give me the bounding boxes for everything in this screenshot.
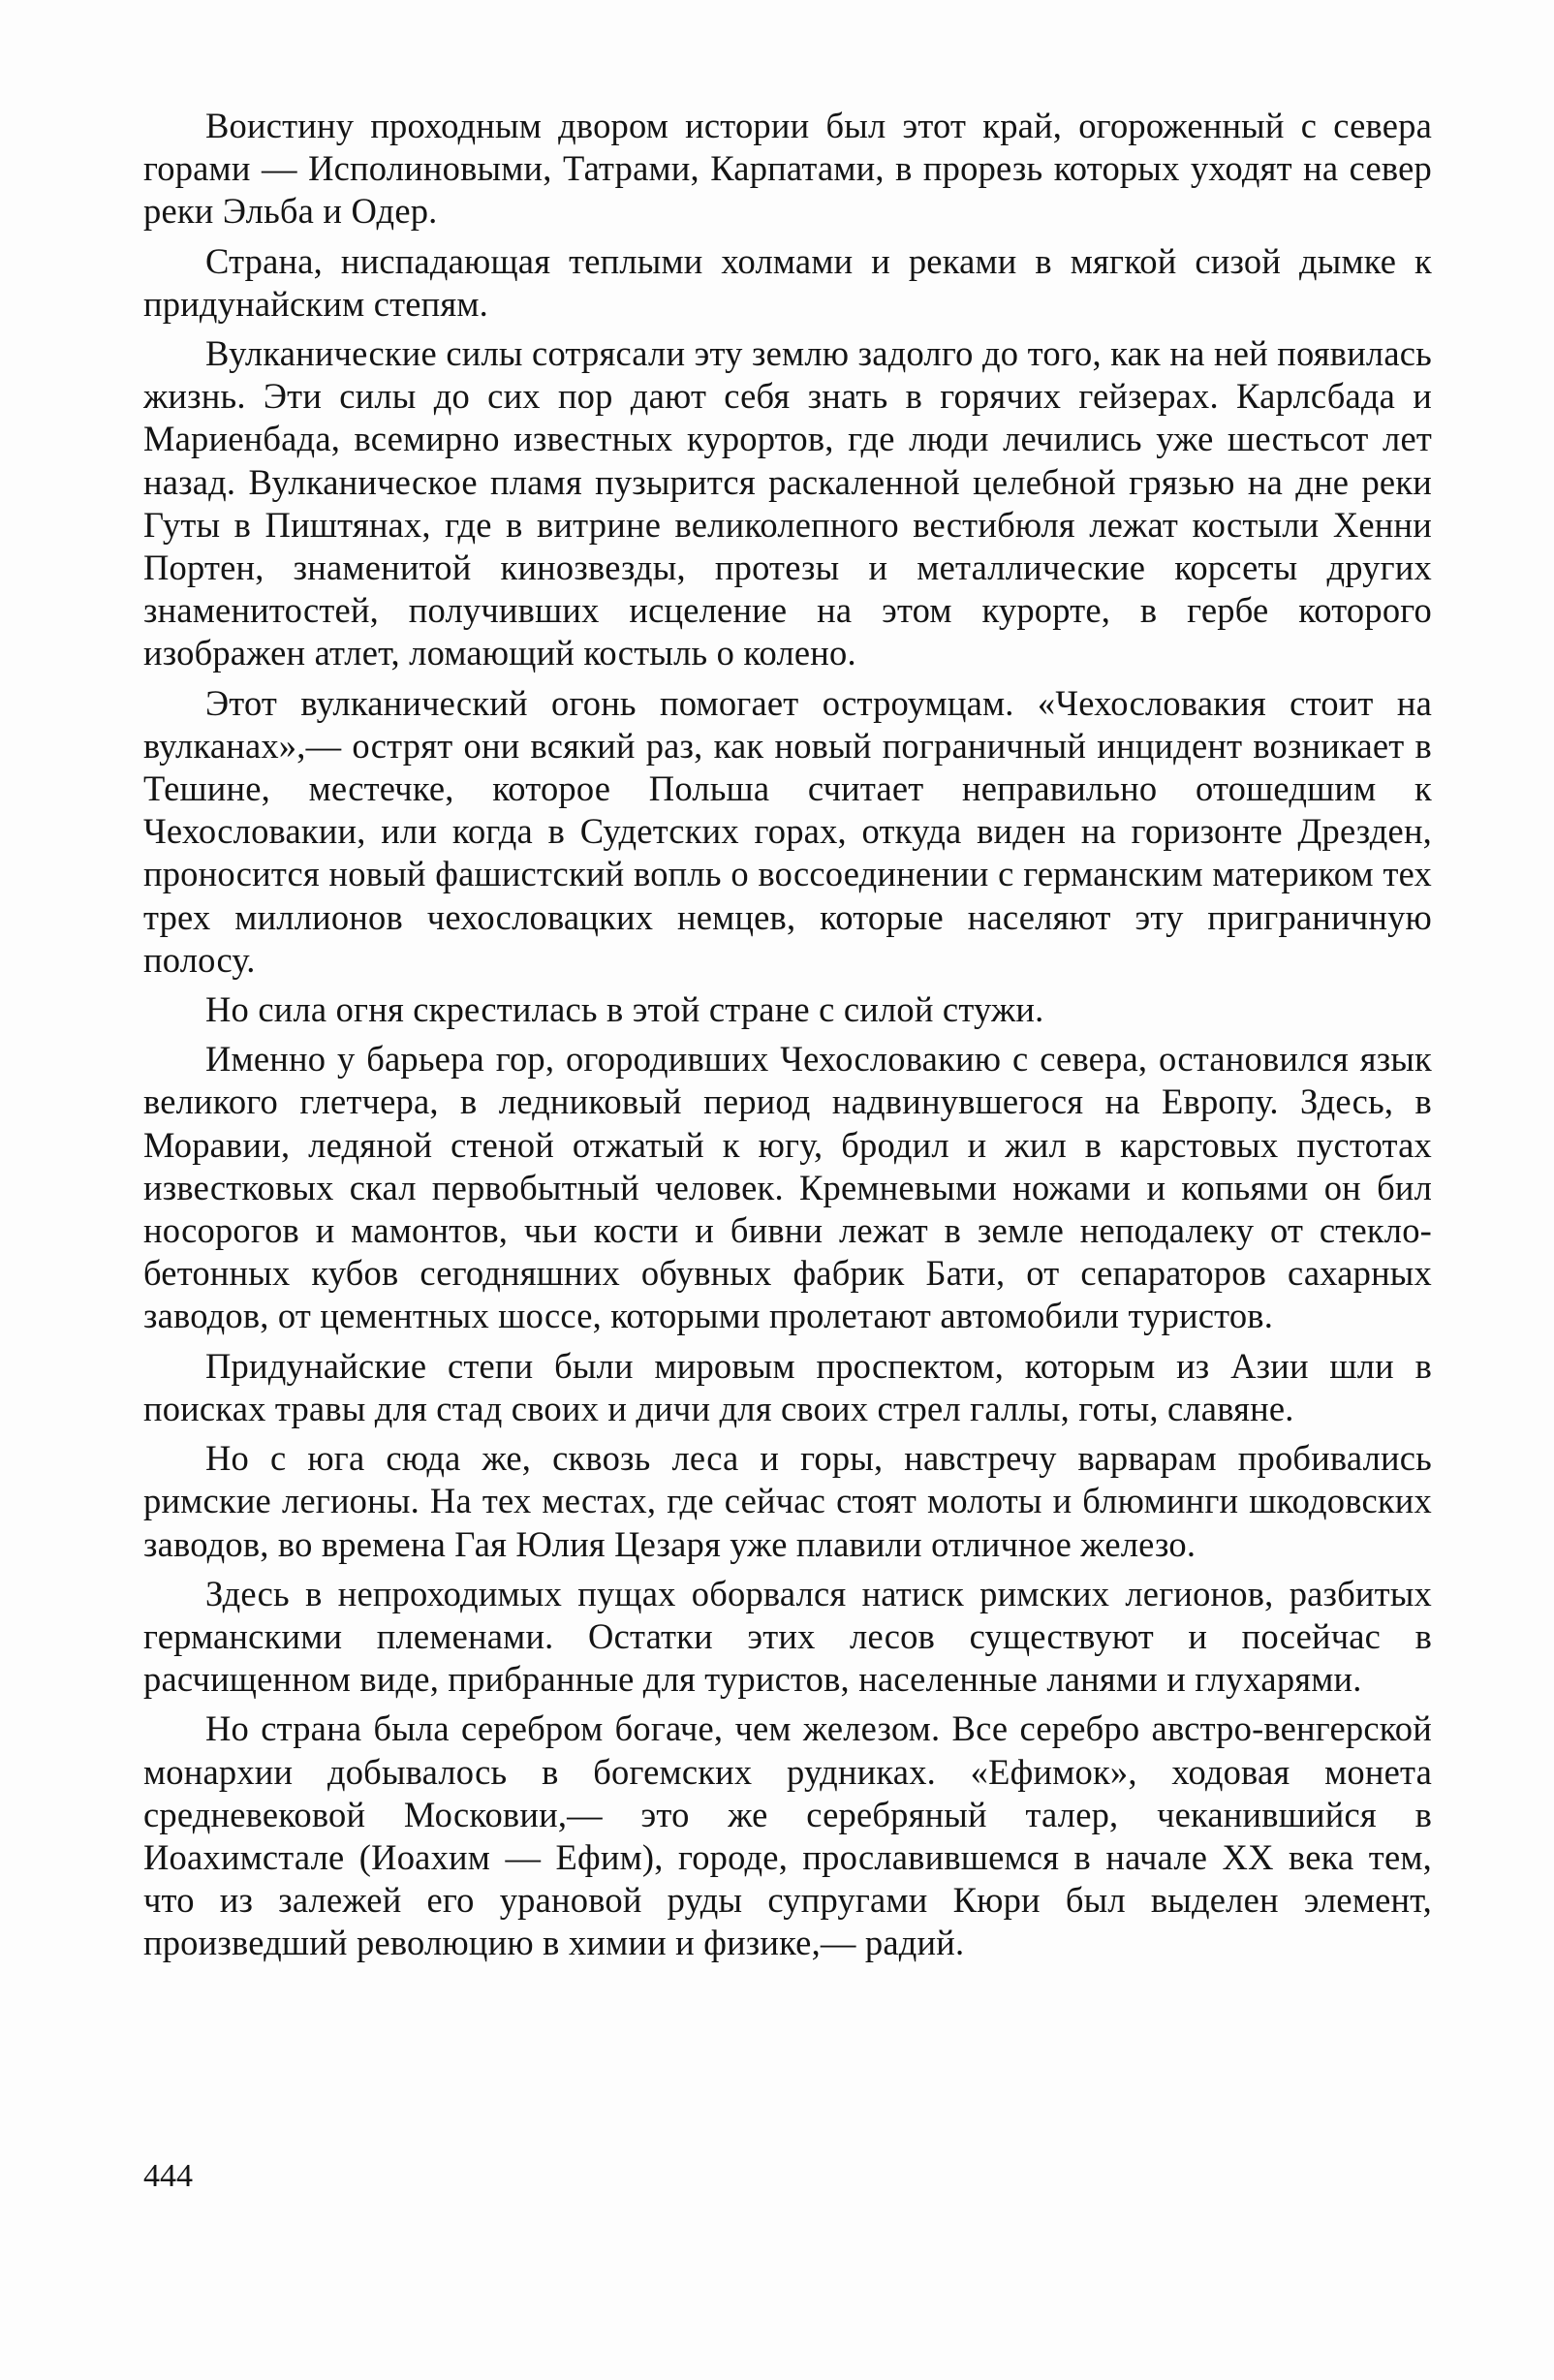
- paragraph: Именно у барьера гор, огородивших Чехословакию с севера, остановился язык великого глетчера, в ледниковый период надвинувшегося на Европу. Здесь, в Моравии, ледяной стеной отжатый к югу, бродил и жил в карстовых пустотах известковых скал первобытный человек. Кремневыми ножами и копьями он бил носорогов и мамонтов, чьи кости и бивни лежат в земле неподалеку от стекло-бетонных кубов сегодняшних обувных фабрик Бати, от сепараторов сахарных заводов, от цементных шоссе, которыми пролетают автомобили туристов.: [143, 1039, 1432, 1336]
- paragraph: Здесь в непроходимых пущах оборвался натиск римских легионов, разбитых германскими племенами. Остатки этих лесов существуют и посейчас в расчищенном виде, прибранные для туристов, населенные ланями и глухарями.: [143, 1573, 1432, 1700]
- paragraph: Но страна была серебром богаче, чем железом. Все серебро австро-венгерской монархии добывалось в богемских рудниках. «Ефимок», ходовая монета средневековой Московии,— это же серебряный талер, чеканившийся в Иоахимстале (Иоахим — Ефим), городе, прославившемся в начале XX века тем, что из залежей его урановой руды супругами Кюри был выделен элемент, произведший революцию в химии и физике,— радий.: [143, 1708, 1432, 1963]
- paragraph: Вулканические силы сотрясали эту землю задолго до того, как на ней появилась жизнь. Эти силы до сих пор дают себя знать в горячих гейзерах. Карлсбада и Мариенбада, всемирно известных курортов, где люди лечились уже шестьсот лет назад. Вулканическое пламя пузырится раскаленной целебной грязью на дне реки Гуты в Пиштянах, где в витрине великолепного вестибюля лежат костыли Хенни Портен, знаменитой кинозвезды, протезы и металлические корсеты других знаменитостей, получивших исцеление на этом курорте, в гербе которого изображен атлет, ломающий костыль о колено.: [143, 333, 1432, 673]
- paragraph: Страна, ниспадающая теплыми холмами и реками в мягкой сизой дымке к придунайским степям.: [143, 240, 1432, 324]
- paragraph: Но с юга сюда же, сквозь леса и горы, навстречу варварам пробивались римские легионы. На тех местах, где сейчас стоят молоты и блюминги шкодовских заводов, во времена Гая Юлия Цезаря уже плавили отличное железо.: [143, 1438, 1432, 1564]
- paragraph: Этот вулканический огонь помогает остроумцам. «Чехословакия стоит на вулканах»,— острят они всякий раз, как новый пограничный инцидент возникает в Тешине, местечке, которое Польша считает неправильно отошедшим к Чехословакии, или когда в Судетских горах, откуда виден на горизонте Дрезден, проносится новый фашистский вопль о воссоединении с германским материком тех трех миллионов чехословацких немцев, которые населяют эту приграничную полосу.: [143, 682, 1432, 980]
- paragraph: Придунайские степи были мировым проспектом, которым из Азии шли в поисках травы для стад своих и дичи для своих стрел галлы, готы, славяне.: [143, 1345, 1432, 1428]
- paragraph: Воистину проходным двором истории был этот край, огороженный с севера горами — Исполиновыми, Татрами, Карпатами, в прорезь которых уходят на север реки Эльба и Одер.: [143, 106, 1432, 232]
- body-text: [143, 105, 1432, 1972]
- paragraph: Но сила огня скрестилась в этой стране с силой стужи.: [205, 989, 1044, 1030]
- page-number: 444: [143, 2158, 193, 2194]
